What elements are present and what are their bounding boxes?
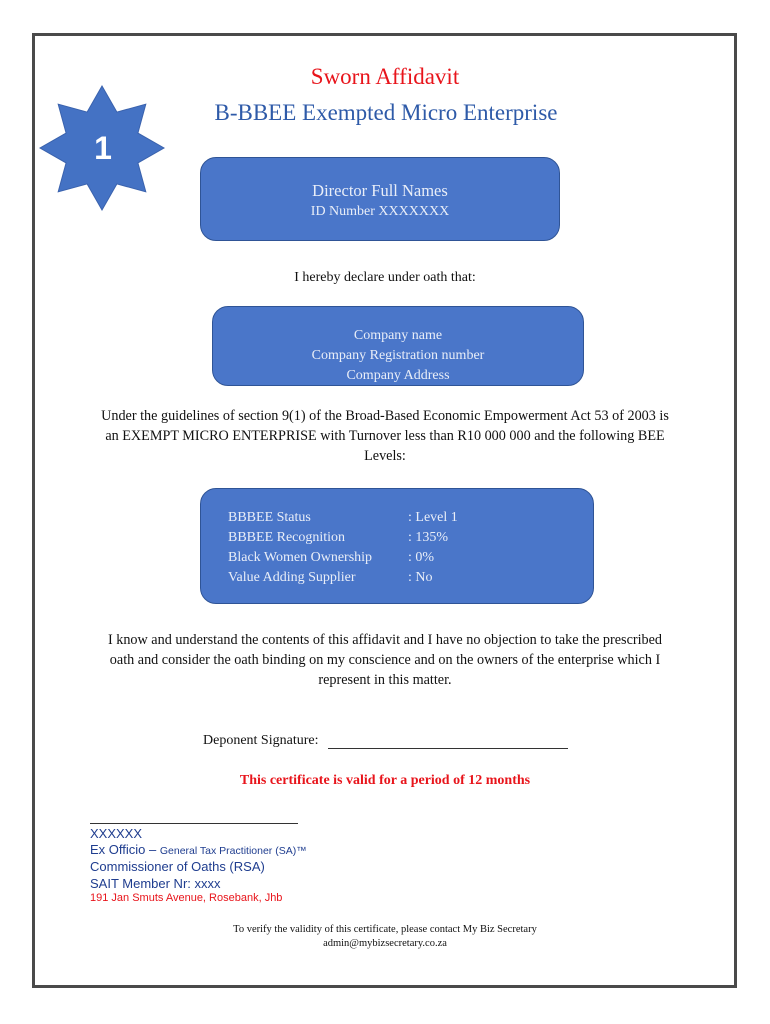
bee-level-value: : 0% <box>408 550 435 565</box>
bee-level-label: BBBEE Recognition <box>228 530 346 545</box>
ex-officio-line <box>90 842 307 857</box>
bee-level-value: : Level 1 <box>408 510 458 525</box>
declaration-text: I hereby declare under oath that: <box>294 270 476 285</box>
guidelines-paragraph: Under the guidelines of section 9(1) of the Broad-Based Economic Empowerment Act 53 of 2003 is an EXEMPT MICRO ENTERPRISE with Turnover less than R10 000 000 and the following BEE Levels: <box>101 408 669 464</box>
director-id: ID Number XXXXXXX <box>310 204 450 219</box>
bee-level-row <box>228 550 434 566</box>
verify-notice <box>0 923 770 951</box>
company-box <box>212 306 584 386</box>
bee-level-row <box>228 510 458 526</box>
sait-member-number: SAIT Member Nr: xxxx <box>90 876 221 891</box>
bee-level-label: Value Adding Supplier <box>228 570 356 585</box>
acknowledgement-paragraph: I know and understand the contents of this affidavit and I have no objection to take the prescribed oath and consider the oath binding on my conscience and on the owners of the enterprise which I represent in this matter. <box>107 632 663 688</box>
verify-email: admin@mybizsecretary.co.za <box>323 938 447 949</box>
bee-level-value: : 135% <box>408 530 449 545</box>
document-subtitle: B-BBEE Exempted Micro Enterprise <box>214 100 558 125</box>
signature-line <box>328 748 568 749</box>
ex-officio-prefix: Ex Officio – <box>90 842 160 857</box>
ex-officio-title: General Tax Practitioner (SA)™ <box>159 845 307 857</box>
signature-label: Deponent Signature: <box>203 733 319 748</box>
verify-text: To verify the validity of this certificate, please contact My Biz Secretary <box>233 924 537 935</box>
bee-level-row <box>228 570 433 586</box>
company-registration: Company Registration number <box>311 348 485 363</box>
commissioner-name: XXXXXX <box>90 826 143 841</box>
company-address: Company Address <box>346 368 450 383</box>
bee-level-value: : No <box>408 570 433 585</box>
bee-levels-box <box>200 488 594 604</box>
bee-level-row <box>228 530 448 546</box>
commissioner-role: Commissioner of Oaths (RSA) <box>90 859 265 874</box>
validity-notice: This certificate is valid for a period of 12 months <box>239 773 531 788</box>
document-title: Sworn Affidavit <box>310 64 460 89</box>
commissioner-signature-line <box>90 823 298 824</box>
director-name: Director Full Names <box>312 181 448 200</box>
badge-number: 1 <box>94 130 112 166</box>
company-name: Company name <box>353 328 443 343</box>
commissioner-address: 191 Jan Smuts Avenue, Rosebank, Jhb <box>90 892 283 904</box>
director-box <box>200 157 560 241</box>
bee-level-label: Black Women Ownership <box>228 550 373 565</box>
bee-level-label: BBBEE Status <box>228 510 311 525</box>
